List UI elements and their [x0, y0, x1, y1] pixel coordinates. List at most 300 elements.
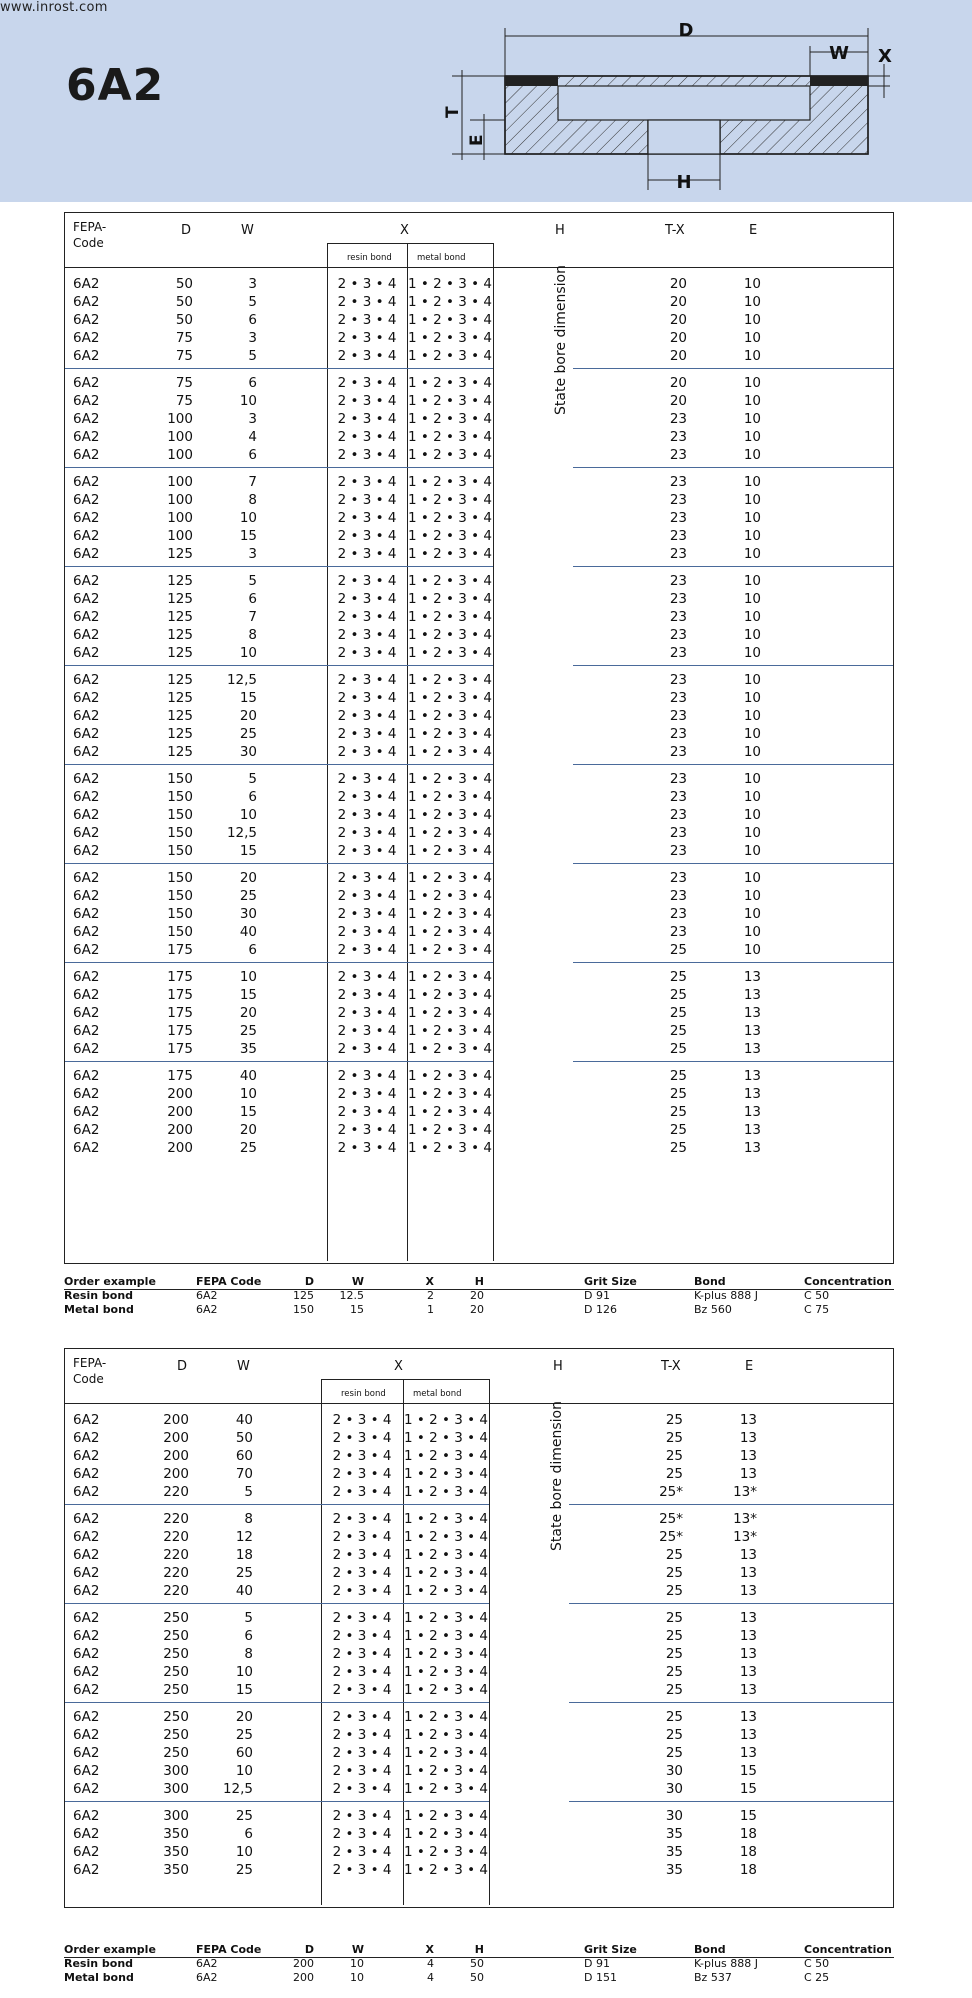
cell-resin-bond: 2 • 3 • 4 [337, 1104, 397, 1120]
order-cell: 4 [427, 1971, 434, 1984]
cell-d: 75 [175, 375, 193, 391]
cell-e: 13 [743, 1023, 761, 1039]
cell-d: 100 [167, 411, 193, 427]
cell-fepa-code: 6A2 [73, 1808, 100, 1824]
cell-fepa-code: 6A2 [73, 1005, 100, 1021]
cell-w: 15 [235, 1682, 253, 1698]
cell-fepa-code: 6A2 [73, 447, 100, 463]
cell-resin-bond: 2 • 3 • 4 [337, 942, 397, 958]
group-divider [65, 1061, 493, 1062]
cell-e: 10 [743, 744, 761, 760]
cell-d: 125 [167, 645, 193, 661]
cell-e: 13 [739, 1709, 757, 1725]
header-fepa-code: FEPA- Code [73, 220, 107, 250]
order-cell: C 25 [804, 1971, 830, 1984]
cell-metal-bond: 1 • 2 • 3 • 4 [408, 924, 492, 940]
table-row [65, 689, 893, 707]
group-divider [573, 764, 893, 765]
cell-d: 125 [167, 591, 193, 607]
cell-tx: 35 [665, 1862, 683, 1878]
order-cell: 6A2 [196, 1971, 218, 1984]
cell-resin-bond: 2 • 3 • 4 [337, 645, 397, 661]
cell-fepa-code: 6A2 [73, 924, 100, 940]
group-divider [65, 764, 493, 765]
cell-e: 13 [743, 1005, 761, 1021]
cell-fepa-code: 6A2 [73, 1068, 100, 1084]
cell-e: 10 [743, 726, 761, 742]
cell-fepa-code: 6A2 [73, 1862, 100, 1878]
cell-fepa-code: 6A2 [73, 690, 100, 706]
cell-tx: 23 [669, 546, 687, 562]
state-bore-note: State bore dimension [553, 265, 569, 415]
cell-fepa-code: 6A2 [73, 1430, 100, 1446]
cell-tx: 25 [665, 1727, 683, 1743]
group-divider [569, 1504, 893, 1505]
cell-w: 18 [235, 1547, 253, 1563]
cell-tx: 23 [669, 870, 687, 886]
cell-e: 15 [739, 1781, 757, 1797]
cell-fepa-code: 6A2 [73, 627, 100, 643]
order-cell: 4 [427, 1957, 434, 1970]
group-divider [65, 962, 493, 963]
cell-d: 220 [163, 1529, 189, 1545]
table-row [65, 1546, 893, 1564]
cell-resin-bond: 2 • 3 • 4 [332, 1709, 392, 1725]
table-row [65, 788, 893, 806]
cell-e: 10 [743, 888, 761, 904]
cell-e: 13 [739, 1628, 757, 1644]
cell-e: 13 [739, 1745, 757, 1761]
cell-e: 13 [739, 1610, 757, 1626]
table-row [65, 473, 893, 491]
cell-w: 40 [239, 924, 257, 940]
table-row [65, 923, 893, 941]
cell-d: 125 [167, 744, 193, 760]
cell-w: 8 [248, 627, 257, 643]
cell-metal-bond: 1 • 2 • 3 • 4 [404, 1862, 488, 1878]
order-cell: Order example [64, 1943, 156, 1956]
cell-e: 13 [739, 1448, 757, 1464]
table-row [65, 311, 893, 329]
cell-d: 250 [163, 1709, 189, 1725]
cell-e: 10 [743, 906, 761, 922]
cell-metal-bond: 1 • 2 • 3 • 4 [408, 843, 492, 859]
cell-fepa-code: 6A2 [73, 771, 100, 787]
cell-w: 4 [248, 429, 257, 445]
order-cell: 20 [470, 1289, 484, 1302]
cell-resin-bond: 2 • 3 • 4 [337, 276, 397, 292]
dimensions-table-2 [64, 1348, 894, 1908]
cell-d: 300 [163, 1808, 189, 1824]
cell-w: 25 [235, 1727, 253, 1743]
cell-fepa-code: 6A2 [73, 609, 100, 625]
order-cell: D [304, 1943, 314, 1956]
cell-resin-bond: 2 • 3 • 4 [337, 726, 397, 742]
state-bore-note: State bore dimension [549, 1401, 565, 1551]
table-row [65, 590, 893, 608]
cell-d: 175 [167, 1068, 193, 1084]
cell-d: 220 [163, 1583, 189, 1599]
cell-fepa-code: 6A2 [73, 1104, 100, 1120]
cell-e: 10 [743, 807, 761, 823]
cell-tx: 25 [665, 1547, 683, 1563]
group-divider [65, 1801, 489, 1802]
cell-w: 3 [248, 276, 257, 292]
cell-w: 3 [248, 546, 257, 562]
cell-e: 10 [743, 393, 761, 409]
cell-fepa-code: 6A2 [73, 1826, 100, 1842]
cell-metal-bond: 1 • 2 • 3 • 4 [408, 510, 492, 526]
cell-metal-bond: 1 • 2 • 3 • 4 [408, 888, 492, 904]
cell-resin-bond: 2 • 3 • 4 [332, 1628, 392, 1644]
cell-metal-bond: 1 • 2 • 3 • 4 [408, 312, 492, 328]
cell-w: 3 [248, 411, 257, 427]
cell-e: 10 [743, 411, 761, 427]
cell-fepa-code: 6A2 [73, 411, 100, 427]
group-divider [573, 962, 893, 963]
table-row [65, 725, 893, 743]
cell-tx: 23 [669, 825, 687, 841]
cell-e: 10 [743, 294, 761, 310]
cell-metal-bond: 1 • 2 • 3 • 4 [408, 645, 492, 661]
cell-e: 10 [743, 789, 761, 805]
group-divider [65, 1603, 489, 1604]
cell-fepa-code: 6A2 [73, 312, 100, 328]
order-cell: Concentration [804, 1275, 892, 1288]
cell-w: 12,5 [226, 825, 257, 841]
header-e: E [745, 1359, 754, 1374]
table-row [65, 293, 893, 311]
cell-w: 30 [239, 744, 257, 760]
cell-resin-bond: 2 • 3 • 4 [337, 969, 397, 985]
cell-metal-bond: 1 • 2 • 3 • 4 [404, 1511, 488, 1527]
cell-e: 10 [743, 348, 761, 364]
table-row [65, 491, 893, 509]
cell-d: 150 [167, 807, 193, 823]
cell-resin-bond: 2 • 3 • 4 [337, 528, 397, 544]
cell-fepa-code: 6A2 [73, 1646, 100, 1662]
group-divider [65, 665, 493, 666]
cell-d: 250 [163, 1727, 189, 1743]
cell-e: 13* [733, 1511, 757, 1527]
cell-metal-bond: 1 • 2 • 3 • 4 [404, 1610, 488, 1626]
cell-w: 5 [248, 348, 257, 364]
cell-tx: 35 [665, 1826, 683, 1842]
cell-d: 100 [167, 474, 193, 490]
header-fepa-code: FEPA- Code [73, 1356, 107, 1386]
cell-w: 25 [239, 888, 257, 904]
cell-d: 300 [163, 1763, 189, 1779]
table-row [65, 968, 893, 986]
order-cell: 200 [293, 1957, 314, 1970]
cell-fepa-code: 6A2 [73, 528, 100, 544]
cell-metal-bond: 1 • 2 • 3 • 4 [408, 771, 492, 787]
cell-w: 8 [244, 1646, 253, 1662]
cell-resin-bond: 2 • 3 • 4 [332, 1727, 392, 1743]
cell-metal-bond: 1 • 2 • 3 • 4 [404, 1709, 488, 1725]
order-cell: 50 [470, 1957, 484, 1970]
table-row [65, 1085, 893, 1103]
cell-fepa-code: 6A2 [73, 726, 100, 742]
cell-w: 15 [239, 1104, 257, 1120]
cell-w: 5 [244, 1610, 253, 1626]
cell-e: 10 [743, 474, 761, 490]
cell-d: 100 [167, 528, 193, 544]
cell-fepa-code: 6A2 [73, 870, 100, 886]
cell-metal-bond: 1 • 2 • 3 • 4 [408, 429, 492, 445]
cell-metal-bond: 1 • 2 • 3 • 4 [408, 492, 492, 508]
cell-metal-bond: 1 • 2 • 3 • 4 [408, 987, 492, 1003]
cell-tx: 23 [669, 573, 687, 589]
cell-w: 15 [239, 690, 257, 706]
cell-e: 10 [743, 312, 761, 328]
cell-d: 350 [163, 1826, 189, 1842]
cell-metal-bond: 1 • 2 • 3 • 4 [404, 1430, 488, 1446]
table-row [65, 1726, 893, 1744]
cell-w: 6 [244, 1826, 253, 1842]
cell-metal-bond: 1 • 2 • 3 • 4 [408, 1140, 492, 1156]
order-cell: 2 [427, 1289, 434, 1302]
order-cell: Order example [64, 1275, 156, 1288]
cell-resin-bond: 2 • 3 • 4 [332, 1466, 392, 1482]
header-divider [65, 267, 893, 268]
table-row [65, 1528, 893, 1546]
cell-w: 12,5 [226, 672, 257, 688]
cell-fepa-code: 6A2 [73, 330, 100, 346]
cell-w: 5 [248, 771, 257, 787]
cell-resin-bond: 2 • 3 • 4 [337, 672, 397, 688]
cell-d: 125 [167, 573, 193, 589]
cell-w: 25 [239, 1023, 257, 1039]
cell-resin-bond: 2 • 3 • 4 [337, 870, 397, 886]
cell-metal-bond: 1 • 2 • 3 • 4 [408, 1068, 492, 1084]
order-cell: H [474, 1275, 484, 1288]
cell-fepa-code: 6A2 [73, 1412, 100, 1428]
cell-fepa-code: 6A2 [73, 492, 100, 508]
cell-e: 10 [743, 771, 761, 787]
group-divider [573, 368, 893, 369]
header-resin-bond: resin bond [347, 253, 392, 263]
table-row [65, 410, 893, 428]
order-cell: C 75 [804, 1303, 830, 1316]
cell-d: 220 [163, 1511, 189, 1527]
order-cell: 6A2 [196, 1303, 218, 1316]
cell-tx: 23 [669, 627, 687, 643]
order-cell: 15 [350, 1303, 364, 1316]
cell-metal-bond: 1 • 2 • 3 • 4 [408, 825, 492, 841]
table-row [65, 1708, 893, 1726]
cell-metal-bond: 1 • 2 • 3 • 4 [408, 1104, 492, 1120]
cell-resin-bond: 2 • 3 • 4 [337, 1068, 397, 1084]
cell-e: 13 [743, 1068, 761, 1084]
order-cell: FEPA Code [196, 1943, 262, 1956]
wheel-diagram [0, 0, 972, 202]
cell-d: 150 [167, 843, 193, 859]
cell-resin-bond: 2 • 3 • 4 [337, 1005, 397, 1021]
cell-tx: 25 [665, 1412, 683, 1428]
cell-d: 100 [167, 429, 193, 445]
group-divider [569, 1702, 893, 1703]
cell-w: 6 [248, 591, 257, 607]
order-row [64, 1302, 894, 1318]
cell-fepa-code: 6A2 [73, 1745, 100, 1761]
cell-w: 10 [239, 969, 257, 985]
cell-fepa-code: 6A2 [73, 474, 100, 490]
table-row [65, 509, 893, 527]
page-title: 6A2 [66, 60, 165, 111]
header-w: W [241, 223, 254, 238]
cell-metal-bond: 1 • 2 • 3 • 4 [408, 447, 492, 463]
cell-e: 10 [743, 510, 761, 526]
order-divider [64, 1957, 894, 1958]
cell-d: 125 [167, 708, 193, 724]
cell-w: 3 [248, 330, 257, 346]
cell-w: 10 [239, 807, 257, 823]
table-row [65, 743, 893, 761]
cell-resin-bond: 2 • 3 • 4 [332, 1781, 392, 1797]
cell-d: 220 [163, 1565, 189, 1581]
table-row [65, 1762, 893, 1780]
cell-e: 10 [743, 528, 761, 544]
cell-metal-bond: 1 • 2 • 3 • 4 [408, 330, 492, 346]
cell-metal-bond: 1 • 2 • 3 • 4 [404, 1466, 488, 1482]
cell-e: 10 [743, 825, 761, 841]
table-row [65, 275, 893, 293]
cell-fepa-code: 6A2 [73, 843, 100, 859]
cell-resin-bond: 2 • 3 • 4 [337, 510, 397, 526]
cell-metal-bond: 1 • 2 • 3 • 4 [408, 627, 492, 643]
label-e: E [467, 134, 487, 146]
cell-tx: 23 [669, 411, 687, 427]
cell-tx: 23 [669, 843, 687, 859]
cell-resin-bond: 2 • 3 • 4 [332, 1511, 392, 1527]
cell-fepa-code: 6A2 [73, 708, 100, 724]
order-cell: H [474, 1943, 484, 1956]
cell-tx: 25 [669, 1104, 687, 1120]
cell-d: 250 [163, 1646, 189, 1662]
cell-resin-bond: 2 • 3 • 4 [337, 1023, 397, 1039]
cell-d: 150 [167, 789, 193, 805]
header-w: W [237, 1359, 250, 1374]
cell-tx: 25 [665, 1682, 683, 1698]
cell-tx: 25 [665, 1430, 683, 1446]
cell-tx: 25* [659, 1484, 683, 1500]
cell-fepa-code: 6A2 [73, 1448, 100, 1464]
cell-resin-bond: 2 • 3 • 4 [337, 825, 397, 841]
cell-w: 12 [235, 1529, 253, 1545]
cell-metal-bond: 1 • 2 • 3 • 4 [408, 870, 492, 886]
cell-fepa-code: 6A2 [73, 429, 100, 445]
table-row [65, 1121, 893, 1139]
cell-metal-bond: 1 • 2 • 3 • 4 [404, 1646, 488, 1662]
cell-metal-bond: 1 • 2 • 3 • 4 [408, 609, 492, 625]
cell-w: 20 [239, 870, 257, 886]
cell-tx: 25 [669, 1086, 687, 1102]
cell-tx: 25 [665, 1610, 683, 1626]
cell-fepa-code: 6A2 [73, 294, 100, 310]
order-cell: FEPA Code [196, 1275, 262, 1288]
group-divider [573, 665, 893, 666]
cell-metal-bond: 1 • 2 • 3 • 4 [408, 375, 492, 391]
header-d: D [177, 1359, 188, 1374]
cell-e: 10 [743, 843, 761, 859]
cell-d: 175 [167, 969, 193, 985]
cell-fepa-code: 6A2 [73, 1763, 100, 1779]
group-divider [573, 863, 893, 864]
cell-tx: 23 [669, 528, 687, 544]
cell-fepa-code: 6A2 [73, 1511, 100, 1527]
cell-resin-bond: 2 • 3 • 4 [332, 1430, 392, 1446]
cell-fepa-code: 6A2 [73, 789, 100, 805]
cell-e: 13 [739, 1466, 757, 1482]
cell-metal-bond: 1 • 2 • 3 • 4 [408, 573, 492, 589]
table-row [65, 1609, 893, 1627]
cell-resin-bond: 2 • 3 • 4 [337, 294, 397, 310]
cell-metal-bond: 1 • 2 • 3 • 4 [408, 744, 492, 760]
header-divider [65, 1403, 893, 1404]
cell-fepa-code: 6A2 [73, 375, 100, 391]
cell-fepa-code: 6A2 [73, 906, 100, 922]
cell-d: 50 [175, 312, 193, 328]
cell-e: 10 [743, 708, 761, 724]
cell-tx: 20 [669, 294, 687, 310]
table-row [65, 1681, 893, 1699]
order-cell: Resin bond [64, 1289, 134, 1302]
table-row [65, 446, 893, 464]
cell-resin-bond: 2 • 3 • 4 [332, 1484, 392, 1500]
cell-w: 10 [239, 645, 257, 661]
cell-metal-bond: 1 • 2 • 3 • 4 [408, 969, 492, 985]
cell-metal-bond: 1 • 2 • 3 • 4 [404, 1682, 488, 1698]
cell-w: 15 [239, 528, 257, 544]
cell-resin-bond: 2 • 3 • 4 [332, 1412, 392, 1428]
cell-e: 10 [743, 573, 761, 589]
cell-resin-bond: 2 • 3 • 4 [337, 573, 397, 589]
cell-metal-bond: 1 • 2 • 3 • 4 [408, 1023, 492, 1039]
cell-fepa-code: 6A2 [73, 645, 100, 661]
table-row [65, 329, 893, 347]
cell-e: 13 [743, 987, 761, 1003]
cell-fepa-code: 6A2 [73, 1727, 100, 1743]
table-row [65, 626, 893, 644]
cell-e: 13 [743, 1041, 761, 1057]
cell-resin-bond: 2 • 3 • 4 [337, 348, 397, 364]
cell-resin-bond: 2 • 3 • 4 [337, 591, 397, 607]
order-cell: 12.5 [339, 1289, 364, 1302]
cell-tx: 20 [669, 375, 687, 391]
cell-fepa-code: 6A2 [73, 1709, 100, 1725]
cell-e: 10 [743, 546, 761, 562]
cell-w: 15 [239, 843, 257, 859]
cell-fepa-code: 6A2 [73, 987, 100, 1003]
cell-metal-bond: 1 • 2 • 3 • 4 [408, 942, 492, 958]
cell-d: 300 [163, 1781, 189, 1797]
cell-w: 10 [235, 1664, 253, 1680]
table-row [65, 707, 893, 725]
cell-metal-bond: 1 • 2 • 3 • 4 [408, 276, 492, 292]
cell-metal-bond: 1 • 2 • 3 • 4 [408, 393, 492, 409]
cell-fepa-code: 6A2 [73, 591, 100, 607]
order-cell: 200 [293, 1971, 314, 1984]
cell-e: 13 [743, 1086, 761, 1102]
cell-tx: 25 [669, 942, 687, 958]
cell-resin-bond: 2 • 3 • 4 [337, 807, 397, 823]
cell-tx: 30 [665, 1781, 683, 1797]
group-divider [65, 863, 493, 864]
order-cell: 50 [470, 1971, 484, 1984]
order-cell: Bond [694, 1943, 726, 1956]
cell-e: 15 [739, 1808, 757, 1824]
